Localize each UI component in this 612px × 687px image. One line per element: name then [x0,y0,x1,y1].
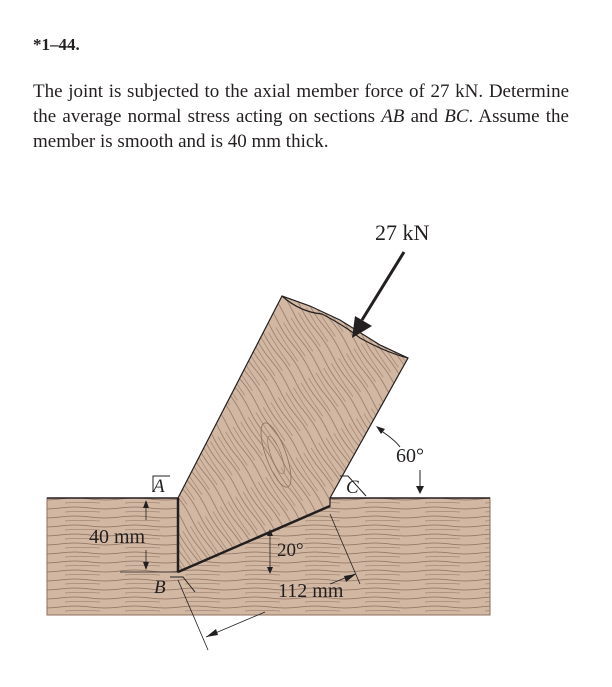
statement-part-2: and [404,106,445,127]
point-a-label: A [153,476,165,497]
thickness-label: 40 mm [89,526,146,548]
statement-part-3: . Assume the member is smooth and is 40 mm thick. [33,106,569,152]
point-c-label: C [346,477,359,498]
length-label: 112 mm [278,580,344,602]
section-ab-label: AB [381,106,405,127]
force-arrow [352,252,404,338]
angle-force-label: 60° [396,445,424,467]
point-b-label: B [154,577,166,598]
section-bc-label: BC [444,106,469,127]
statement-part-1: The joint is subjected to the axial member force of 27 kN. Determine the average normal stress acting on sections [33,81,569,127]
force-label: 27 kN [375,220,430,245]
problem-number: *1–44. [33,35,80,54]
angle-cut-label: 20° [277,540,304,561]
angle-60-arrowhead-bottom [416,486,424,494]
